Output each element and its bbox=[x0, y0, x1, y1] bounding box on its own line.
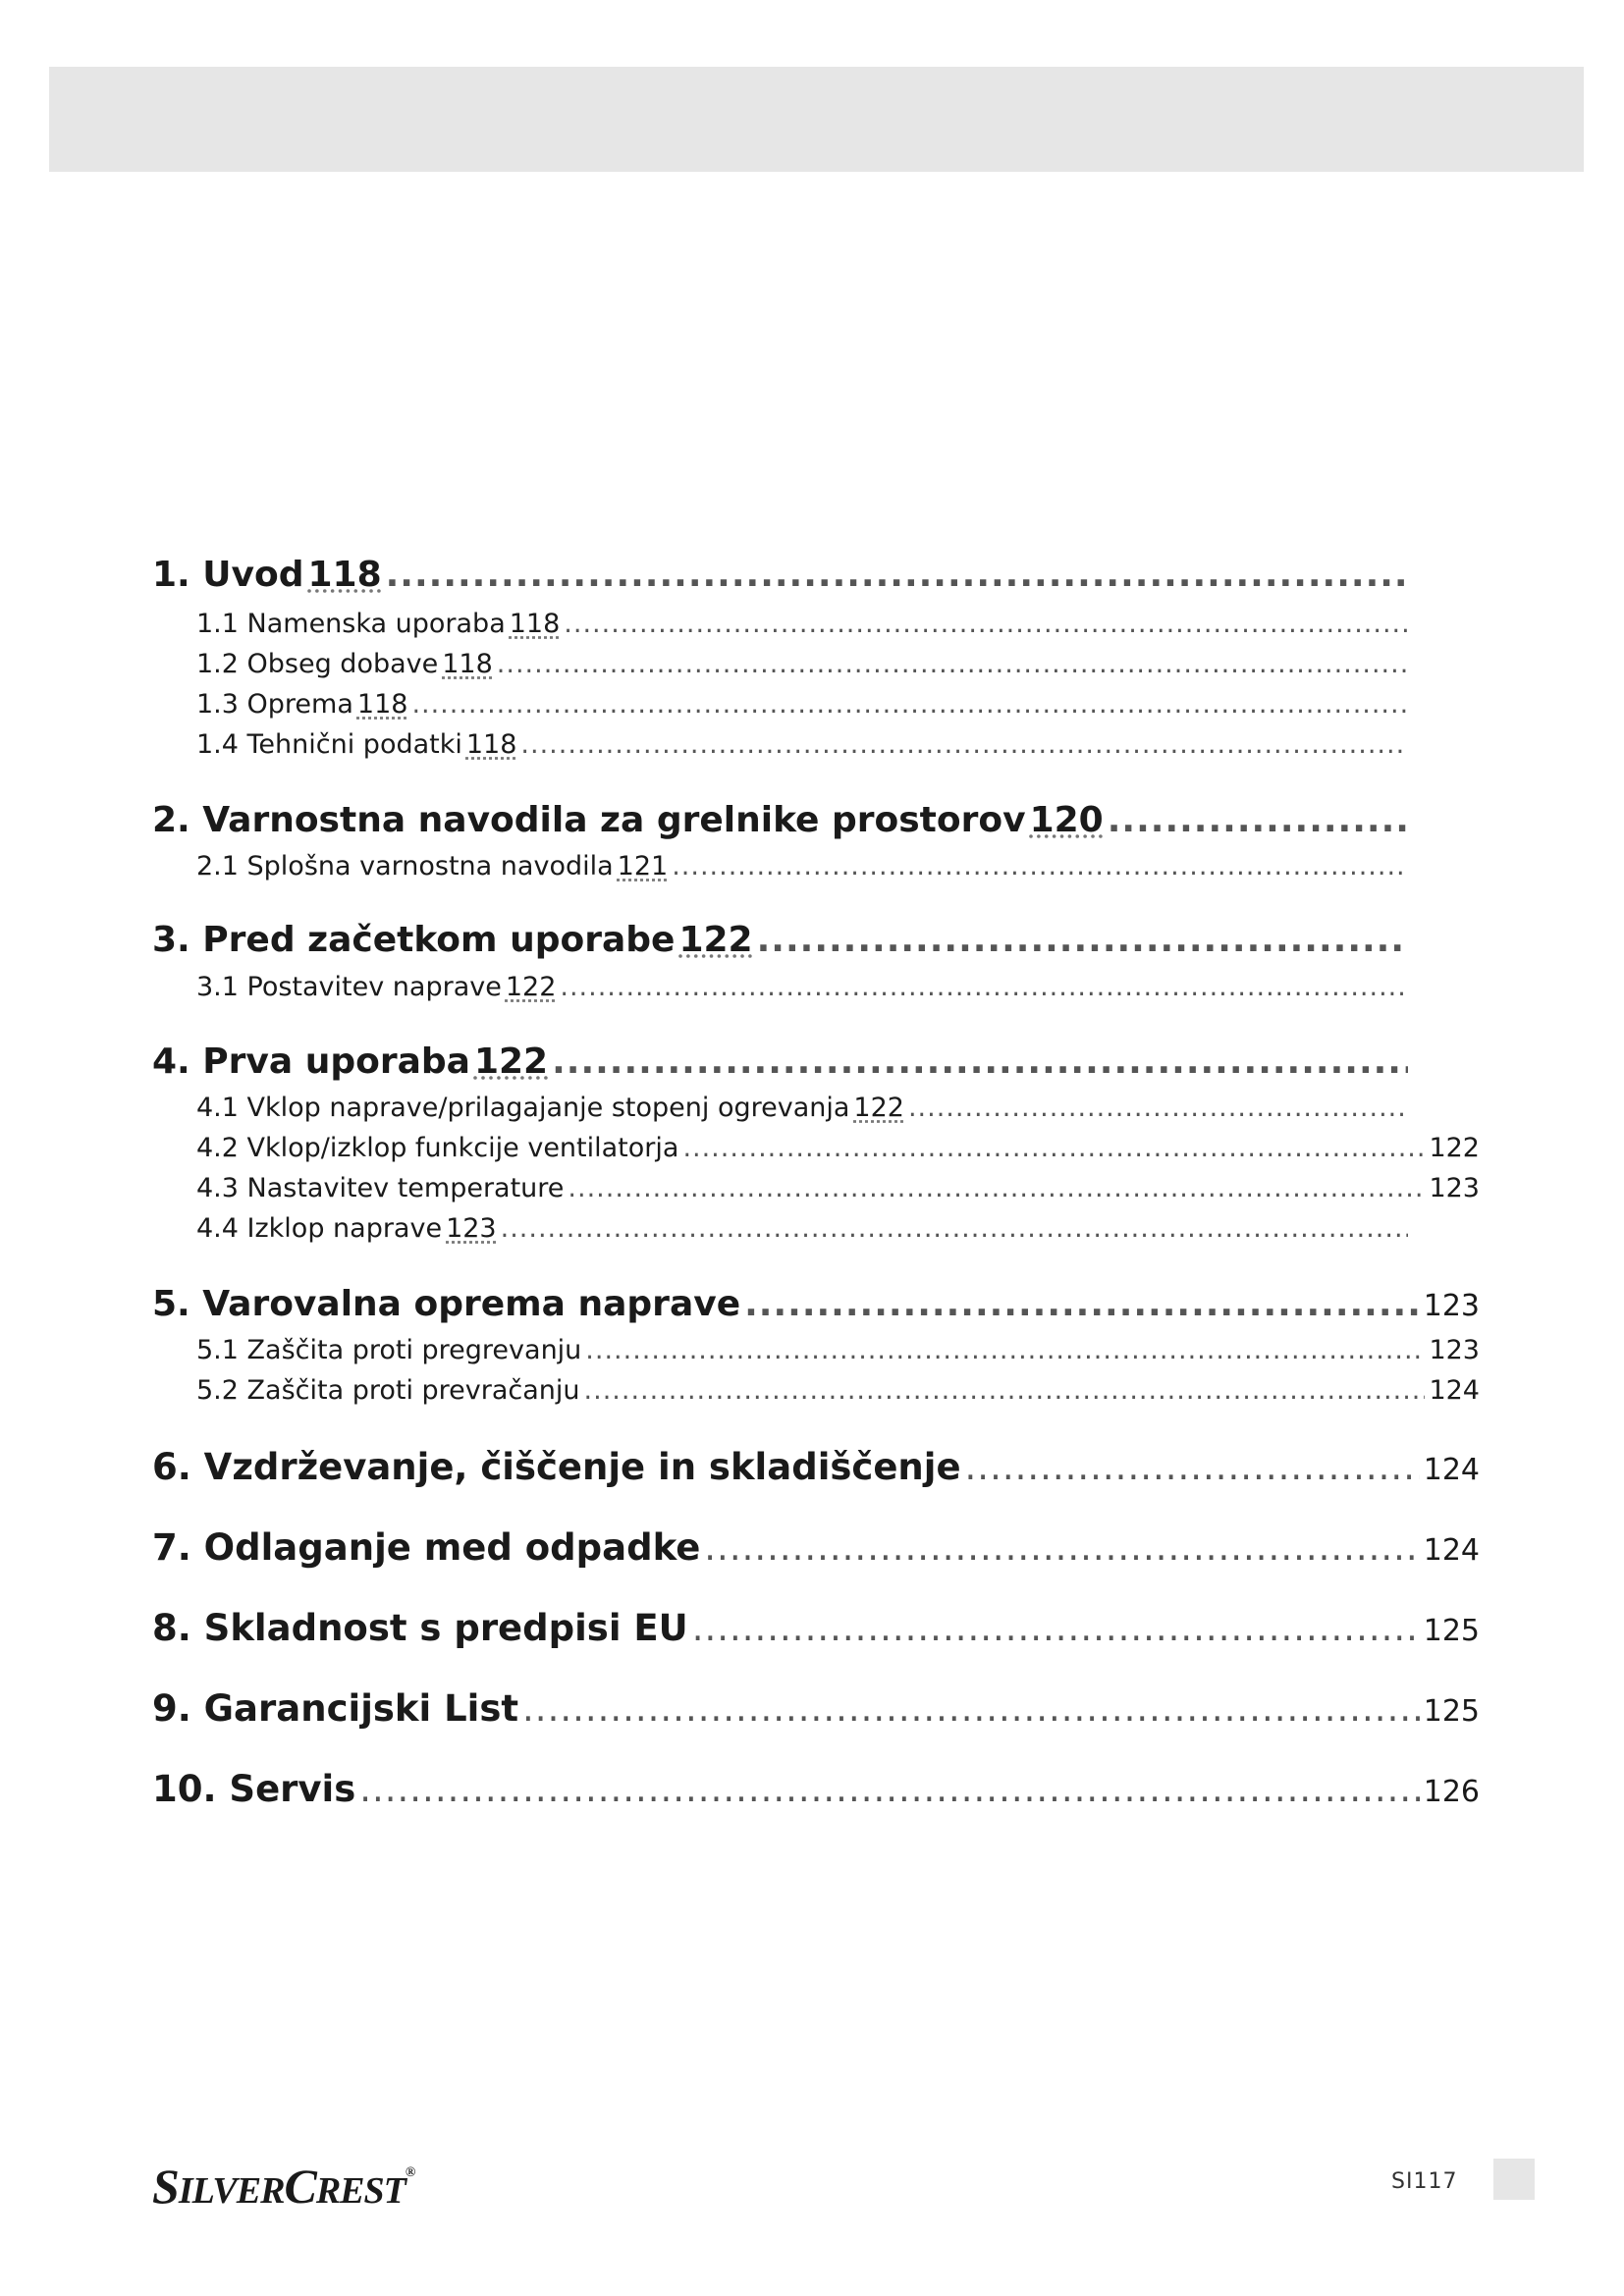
toc-entry-4-1[interactable] bbox=[196, 1093, 1412, 1123]
toc-entry-1-3[interactable] bbox=[196, 689, 1412, 720]
toc-entry-title: 9. Garancijski List bbox=[152, 1687, 519, 1730]
toc-leader bbox=[908, 1093, 1408, 1123]
toc-entry-1-2[interactable] bbox=[196, 649, 1412, 679]
toc-leader bbox=[501, 1213, 1408, 1244]
toc-entry-title: 10. Servis bbox=[152, 1768, 356, 1810]
toc-leader bbox=[757, 920, 1408, 960]
toc-leader bbox=[585, 1335, 1425, 1365]
toc-entry-1[interactable] bbox=[152, 555, 1412, 595]
toc-entry-page: 122 bbox=[473, 1041, 549, 1082]
toc-entry-page: 122 bbox=[678, 920, 753, 960]
toc-leader bbox=[520, 729, 1408, 760]
toc-leader bbox=[584, 1375, 1426, 1406]
toc-entry-page: 122 bbox=[505, 972, 557, 1002]
toc-entry-title: 1.1 Namenska uporaba bbox=[196, 609, 506, 639]
toc-entry-title: 2. Varnostna navodila za grelnike prostorov bbox=[152, 800, 1026, 840]
toc-entry-title: 5.1 Zaščita proti pregrevanju bbox=[196, 1335, 582, 1365]
toc-leader bbox=[522, 1687, 1420, 1730]
toc-entry-page: 118 bbox=[509, 609, 561, 639]
toc-entry-title: 3. Pred začetkom uporabe bbox=[152, 920, 676, 960]
toc-entry-page: 122 bbox=[853, 1093, 904, 1123]
toc-entry-title: 1.3 Oprema bbox=[196, 689, 353, 720]
toc-leader bbox=[965, 1446, 1420, 1488]
toc-entry-4-3[interactable] bbox=[196, 1173, 1480, 1203]
toc-entry-6[interactable] bbox=[152, 1446, 1480, 1488]
toc-entry-1-1[interactable] bbox=[196, 609, 1412, 639]
toc-entry-5-2[interactable] bbox=[196, 1375, 1480, 1406]
toc-entry-page: 120 bbox=[1029, 800, 1104, 840]
toc-entry-7[interactable] bbox=[152, 1526, 1480, 1569]
toc-entry-2-1[interactable] bbox=[196, 851, 1412, 881]
toc-entry-page: 124 bbox=[1423, 1533, 1480, 1568]
toc-entry-title: 1.4 Tehnični podatki bbox=[196, 729, 462, 760]
toc-leader bbox=[682, 1133, 1425, 1163]
toc-entry-4-2[interactable] bbox=[196, 1133, 1480, 1163]
toc-entry-page: 118 bbox=[465, 729, 517, 760]
toc-leader bbox=[672, 851, 1408, 881]
toc-entry-page: 124 bbox=[1423, 1453, 1480, 1487]
toc-entry-1-4[interactable] bbox=[196, 729, 1412, 760]
toc-entry-page: 123 bbox=[1429, 1335, 1480, 1365]
toc-leader bbox=[564, 609, 1408, 639]
logo-letter: S bbox=[152, 2159, 179, 2214]
toc-entry-title: 8. Skladnost s predpisi EU bbox=[152, 1607, 688, 1649]
toc-entry-page: 121 bbox=[617, 851, 669, 881]
toc-entry-title: 4.4 Izklop naprave bbox=[196, 1213, 443, 1244]
toc-entry-10[interactable] bbox=[152, 1768, 1480, 1810]
toc-entry-title: 2.1 Splošna varnostna navodila bbox=[196, 851, 614, 881]
toc-leader bbox=[1108, 800, 1408, 840]
toc-leader bbox=[692, 1607, 1420, 1649]
toc-entry-page: 123 bbox=[446, 1213, 497, 1244]
toc-entry-3-1[interactable] bbox=[196, 972, 1412, 1002]
toc-entry-title: 1.2 Obseg dobave bbox=[196, 649, 439, 679]
toc-leader bbox=[359, 1768, 1419, 1810]
toc-entry-8[interactable] bbox=[152, 1607, 1480, 1649]
toc-entry-5[interactable] bbox=[152, 1284, 1480, 1324]
logo-text: REST bbox=[315, 2170, 406, 2212]
toc-entry-page: 118 bbox=[307, 555, 382, 595]
toc-entry-page: 123 bbox=[1429, 1173, 1480, 1203]
toc-entry-page: 118 bbox=[442, 649, 493, 679]
toc-leader bbox=[704, 1526, 1419, 1569]
toc-entry-title: 7. Odlaganje med odpadke bbox=[152, 1526, 701, 1569]
toc-entry-page: 122 bbox=[1429, 1133, 1480, 1163]
logo-text: ILVER bbox=[178, 2170, 285, 2212]
corner-marker bbox=[1493, 2159, 1535, 2200]
toc-leader bbox=[552, 1041, 1408, 1082]
toc-entry-title: 5. Varovalna oprema naprave bbox=[152, 1284, 741, 1324]
toc-entry-page: 124 bbox=[1429, 1375, 1480, 1406]
toc-entry-page: 125 bbox=[1423, 1694, 1480, 1729]
toc-entry-title: 4.2 Vklop/izklop funkcije ventilatorja bbox=[196, 1133, 679, 1163]
toc-leader bbox=[411, 689, 1408, 720]
toc-entry-5-1[interactable] bbox=[196, 1335, 1480, 1365]
toc-leader bbox=[560, 972, 1408, 1002]
toc-entry-page: 125 bbox=[1423, 1614, 1480, 1648]
toc-entry-title: 4.1 Vklop naprave/prilagajanje stopenj ogrevanja bbox=[196, 1093, 850, 1123]
toc-entry-title: 6. Vzdrževanje, čiščenje in skladiščenje bbox=[152, 1446, 961, 1488]
toc-leader bbox=[744, 1284, 1420, 1324]
toc-leader bbox=[568, 1173, 1425, 1203]
header-band bbox=[49, 67, 1584, 172]
toc-entry-4[interactable] bbox=[152, 1041, 1412, 1082]
toc-entry-3[interactable] bbox=[152, 920, 1412, 960]
toc-entry-title: 4. Prva uporaba bbox=[152, 1041, 470, 1082]
toc-leader bbox=[386, 555, 1408, 595]
toc-entry-title: 3.1 Postavitev naprave bbox=[196, 972, 502, 1002]
toc-entry-9[interactable] bbox=[152, 1687, 1480, 1730]
toc-entry-4-4[interactable] bbox=[196, 1213, 1412, 1244]
toc-entry-2[interactable] bbox=[152, 800, 1412, 840]
toc-entry-title: 5.2 Zaščita proti prevračanju bbox=[196, 1375, 580, 1406]
toc-entry-title: 4.3 Nastavitev temperature bbox=[196, 1173, 565, 1203]
logo-letter: C bbox=[284, 2159, 316, 2214]
toc-entry-page: 123 bbox=[1423, 1289, 1480, 1323]
toc-leader bbox=[497, 649, 1408, 679]
silvercrest-logo bbox=[152, 2158, 414, 2215]
toc-entry-page: 118 bbox=[356, 689, 408, 720]
toc-entry-page: 126 bbox=[1423, 1775, 1480, 1809]
page-number: SI117 bbox=[1391, 2169, 1458, 2194]
toc-entry-title: 1. Uvod bbox=[152, 555, 304, 595]
registered-mark: ® bbox=[405, 2165, 415, 2180]
